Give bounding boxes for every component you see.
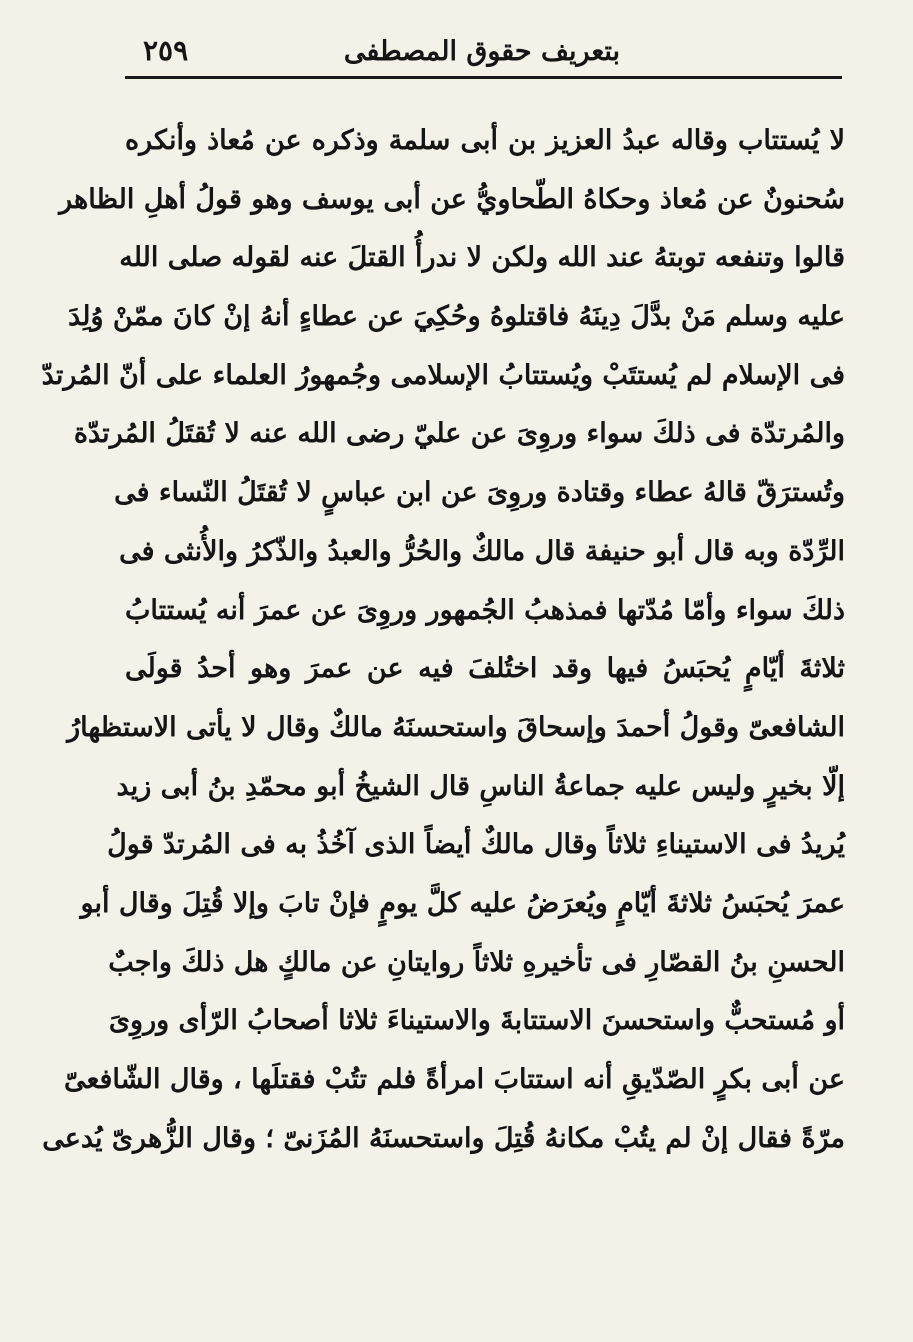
header-rule xyxy=(125,76,842,79)
text-line: مرّةً فقال إنْ لم يتُبْ مكانهُ قُتِلَ واستحسنَهُ المُزَنىّ ؛ وقال الزُّهرىّ يُدعى xyxy=(42,1122,845,1154)
body-text xyxy=(41,112,845,1312)
text-line: عليه وسلم مَنْ بدَّلَ دِينَهُ فاقتلوهُ وحُكِيَ عن عطاءٍ أنهُ إنْ كانَ ممّنْ وُلِدَ xyxy=(68,301,845,333)
page-number: ٢٥٩ xyxy=(143,34,189,67)
running-title: بتعريف حقوق المصطفى xyxy=(343,36,621,67)
text-line: الرِّدّة وبه قال أبو حنيفة قال مالكٌ والحُرُّ والعبدُ والذّكرُ والأُنثى فى xyxy=(119,535,845,567)
text-line: ثلاثةَ أيّامٍ يُحبَسُ فيها وقد اختُلفَ فيه عن عمرَ وهو أحدُ قولَى xyxy=(125,653,845,685)
text-line: لا يُستتاب وقاله عبدُ العزيز بن أبى سلمة وذكره عن مُعاذ وأنكره xyxy=(125,125,845,156)
page-header xyxy=(125,28,839,74)
text-line: أو مُستحبٌّ واستحسنَ الاستتابةَ والاستيناءَ ثلاثا أصحابُ الرّأى وروِىَ xyxy=(108,1005,845,1037)
text-line: إلّا بخيرٍ وليس عليه جماعةُ الناسِ قال الشيخُ أبو محمّدِ بنُ أبى زيد xyxy=(116,770,845,802)
text-line: والمُرتدّة فى ذلكَ سواء وروِىَ عن عليّ رضى الله عنه لا تُقتَلُ المُرتدّة xyxy=(73,418,845,450)
text-line: فى الإسلام لم يُستتَبْ ويُستتابُ الإسلامى وجُمهورُ العلماء على أنّ المُرتدّ xyxy=(41,359,845,391)
text-line: ذلكَ سواء وأمّا مُدّتها فمذهبُ الجُمهور وروِىَ عن عمرَ أنه يُستتابُ xyxy=(124,594,845,626)
text-line: الشافعىّ وقولُ أحمدَ وإسحاقَ واستحسنَهُ مالكٌ وقال لا يأتى الاستظهارُ xyxy=(67,711,845,743)
text-line: يُريدُ فى الاستيناءِ ثلاثاً وقال مالكٌ أيضاً الذى آخُذُ به فى المُرتدّ قولُ xyxy=(107,829,845,861)
text-line: قالوا وتنفعه توبتهُ عند الله ولكن لا ندرأُ القتلَ عنه لقوله صلى الله xyxy=(119,242,845,274)
text-line: سُحنونٌ عن مُعاذ وحكاهُ الطّحاويُّ عن أبى يوسف وهو قولُ أهلِ الظاهر xyxy=(59,183,845,215)
text-line: عمرَ يُحبَسُ ثلاثةَ أيّامٍ ويُعرَضُ عليه كلَّ يومٍ فإنْ تابَ وإلا قُتِلَ وقال أبو xyxy=(80,887,845,919)
text-line: الحسنِ بنُ القصّارِ فى تأخيرهِ ثلاثاً روايتانِ عن مالكٍ هل ذلكَ واجبٌ xyxy=(108,946,845,978)
text-line: عن أبى بكرٍ الصّدّيقِ أنه استتابَ امرأةً فلم تتُبْ فقتلَها ، وقال الشّافعىّ xyxy=(63,1064,845,1095)
text-line: وتُسترَقّ قالهُ عطاء وقتادة وروِىَ عن ابن عباسٍ لا تُقتَلُ النّساء فى xyxy=(114,477,845,509)
